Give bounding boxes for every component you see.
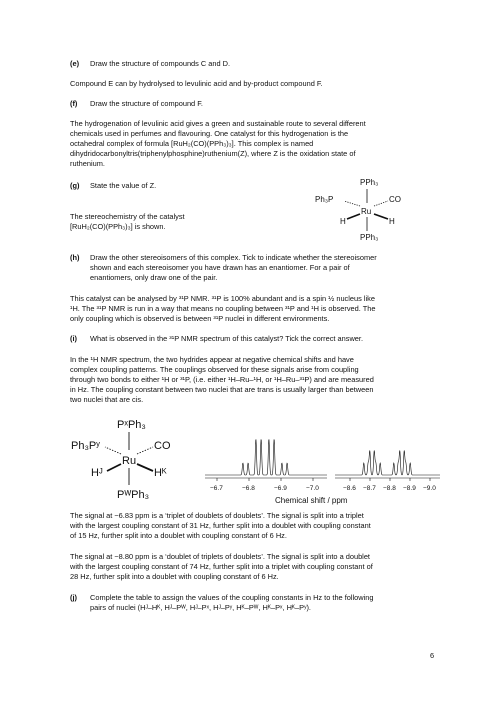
stereo-text: [RuH₂(CO)(PPh₃)₃] is shown.: [70, 222, 166, 231]
signal2-line: with the largest coupling constant of 74 Hz, further split into a triplet with coupling constant of: [70, 562, 373, 571]
question-label-j: (j): [70, 593, 77, 602]
question-h-line: Draw the other stereoisomers of this complex. Tick to indicate whether the stereoisomer: [90, 253, 377, 262]
nmr-para-line: only coupling which is observed is between ³¹P nuclei in different environments.: [70, 314, 330, 323]
spectrum-tick-label: −6.7: [210, 485, 223, 492]
complex1-left-ligand: Ph₃P: [315, 195, 334, 204]
signal2-line: 28 Hz, further split into a doublet with coupling constant of 6 Hz.: [70, 572, 279, 581]
spectrum-tick-label: −9.0: [423, 485, 436, 492]
question-label-g: (g): [70, 181, 80, 190]
complex-structure-2: [65, 410, 205, 510]
para-line: chemicals used in perfumes and flavouring. One catalyst for this hydrogenation is the: [70, 129, 349, 138]
spectrum-tick-label: −8.6: [343, 485, 356, 492]
complex1-top-ligand: PPh₃: [360, 178, 379, 187]
question-h-line: enantiomers, only draw one of the pair.: [90, 273, 218, 282]
complex1-hydride-left: H: [340, 217, 346, 226]
question-e-text: Draw the structure of compounds C and D.: [90, 59, 231, 68]
question-label-i: (i): [70, 334, 77, 343]
nmr-para-line: ¹H. The ³¹P NMR is run in a way that means no coupling between ³¹P and ¹H is observed. The: [70, 304, 376, 313]
question-label-h: (h): [70, 253, 80, 262]
para-line: dihydridocarbonyltris(triphenylphosphine)ruthenium(Z), where Z is the oxidation state of: [70, 149, 356, 158]
nmr-spectrum: [195, 410, 445, 510]
spectrum-trace-left: [205, 439, 327, 475]
complex2-co-ligand: CO: [154, 440, 171, 452]
complex-structure-1: [300, 172, 430, 248]
nmr-para-line: This catalyst can be analysed by ³¹P NMR. ³¹P is 100% abundant and is a spin ½ nucleus like: [70, 294, 375, 303]
signal1-line: of 15 Hz, further split into a doublet with coupling constant of 6 Hz.: [70, 531, 287, 540]
complex1-co-ligand: CO: [389, 195, 401, 204]
question-label-e: (e): [70, 59, 80, 68]
question-i-text: What is observed in the ³¹P NMR spectrum of this catalyst? Tick the correct answer.: [90, 334, 364, 343]
page-number: 6: [430, 651, 435, 660]
hnmr-para-line: in Hz. The coupling constant between two nuclei that are trans is usually larger than between: [70, 385, 374, 394]
hnmr-para-line: through two bonds to either ¹H or ³¹P, (i.e. either ¹H–Ru–¹H, or ¹H–Ru–³¹P) and are measured: [70, 375, 374, 384]
question-j-line: Complete the table to assign the values of the coupling constants in Hz to the following: [90, 593, 374, 602]
complex2-hydride-k: Hᴷ: [154, 467, 167, 479]
spectrum-tick-label: −8.9: [403, 485, 416, 492]
spectrum-tick-label: −6.8: [242, 485, 255, 492]
question-j-line: pairs of nuclei (Hᴶ–Hᴷ, Hᴶ–Pᵂ, Hᴶ–Pˣ, Hᴶ–Pʸ, Hᴷ–Pᵂ, Hᴷ–Pˣ, Hᴷ–Pʸ).: [90, 603, 311, 612]
spectrum-tick-label: −7.0: [306, 485, 319, 492]
spectrum-axis-label: Chemical shift / ppm: [275, 496, 348, 505]
signal2-line: The signal at −8.80 ppm is a ‘doublet of triplets of doublets’. The signal is split into a doublet: [70, 552, 370, 561]
spectrum-tick-label: −8.8: [383, 485, 396, 492]
spectrum-tick-label: −6.9: [274, 485, 287, 492]
spectrum-trace-right: [335, 450, 440, 475]
stereo-text: The stereochemistry of the catalyst: [70, 212, 185, 221]
complex1-bottom-ligand: PPh₃: [360, 233, 379, 242]
complex2-hydride-j: Hᴶ: [91, 467, 103, 479]
para-line: The hydrogenation of levulinic acid gives a green and sustainable route to several different: [70, 119, 366, 128]
hnmr-para-line: two nuclei that are cis.: [70, 395, 144, 404]
signal1-line: with the largest coupling constant of 31 Hz, further split into a doublet with coupling constant: [70, 521, 371, 530]
para-line: octahedral complex of formula [RuH₂(CO)(PPh₃)₃]. This complex is named: [70, 139, 314, 148]
question-label-f: (f): [70, 99, 78, 108]
hnmr-para-line: complex coupling patterns. The couplings observed for these signals arise from coupling: [70, 365, 359, 374]
complex1-hydride-right: H: [389, 217, 395, 226]
spectrum-tick-label: −8.7: [363, 485, 376, 492]
complex2-top-ligand: PˣPh₃: [117, 419, 146, 431]
complex2-metal: Ru: [122, 455, 137, 467]
complex1-metal: Ru: [361, 207, 372, 216]
para-line: ruthenium.: [70, 159, 105, 168]
complex2-bottom-ligand: PᵂPh₃: [117, 489, 150, 501]
signal1-line: The signal at −6.83 ppm is a ‘triplet of doublets of doublets’. The signal is split into a triplet: [70, 511, 364, 520]
complex2-left-ligand: Ph₃Pʸ: [71, 440, 100, 452]
hnmr-para-line: In the ¹H NMR spectrum, the two hydrides appear at negative chemical shifts and have: [70, 355, 354, 364]
compound-e-text: Compound E can by hydrolysed to levulinic acid and by-product compound F.: [70, 79, 323, 88]
question-f-text: Draw the structure of compound F.: [90, 99, 203, 108]
question-g-text: State the value of Z.: [90, 181, 157, 190]
question-h-line: shown and each stereoisomer you have drawn has an enantiomer. For a pair of: [90, 263, 350, 272]
